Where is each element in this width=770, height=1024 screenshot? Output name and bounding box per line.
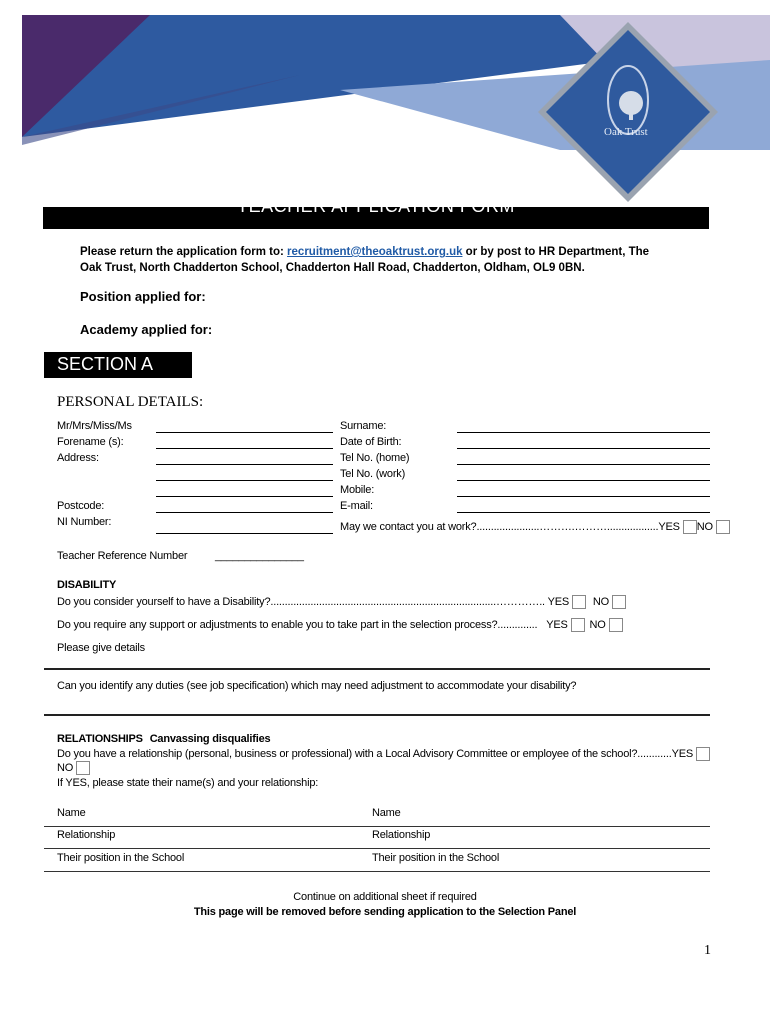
email-link[interactable]: recruitment@theoaktrust.org.uk: [287, 246, 463, 258]
field-tel-work-label: Tel No. (work): [340, 468, 406, 480]
surname-input-line[interactable]: [457, 432, 710, 433]
forename-input-line[interactable]: [156, 448, 333, 449]
field-surname-label: Surname:: [340, 420, 387, 432]
ni-input-line[interactable]: [156, 533, 333, 534]
rel-row-line-1: [44, 826, 710, 827]
contact-no-label: NO: [696, 520, 713, 533]
relationships-no-checkbox[interactable]: [76, 761, 90, 775]
rel-relationship-1-label: Relationship: [57, 829, 116, 841]
email-input-line[interactable]: [457, 512, 710, 513]
logo-text: Oak Trust: [604, 126, 648, 138]
disability-q1: Do you consider yourself to have a Disability?...............................................................................………….. YES: [57, 595, 569, 608]
mobile-input-line[interactable]: [457, 496, 710, 497]
disability-q2-no-checkbox[interactable]: [609, 618, 623, 632]
rel-name-1-label: Name: [57, 807, 86, 819]
address-input-line-3[interactable]: [156, 496, 333, 497]
disability-duties-question: Can you identify any duties (see job specification) which may need adjustment to accommodate your disability?: [57, 680, 577, 692]
disability-heading: DISABILITY: [57, 579, 117, 591]
disability-q2: Do you require any support or adjustments to enable you to take part in the selection process?..............: [57, 618, 538, 631]
disability-q1-no-checkbox[interactable]: [612, 595, 626, 609]
address-input-line-2[interactable]: [156, 480, 333, 481]
dob-input-line[interactable]: [457, 448, 710, 449]
continue-note: Continue on additional sheet if required: [293, 891, 477, 903]
contact-at-work-row: [340, 520, 730, 534]
page-number: 1: [704, 943, 711, 958]
disability-q2-yes-checkbox[interactable]: [571, 618, 585, 632]
position-label: Position applied for:: [80, 289, 206, 304]
disability-q2-row: [57, 618, 623, 632]
relationships-heading: RELATIONSHIPS Canvassing disqualifies: [57, 733, 271, 745]
postcode-input-line[interactable]: [156, 512, 333, 513]
intro-text: Please return the application form to: recruitment@theoaktrust.org.uk or by post to HR Department, The Oak Trust, North Chadderton School, Chadderton Hall Road, Chadderton, Oldham, OL9 0BN.: [80, 246, 650, 274]
contact-yes-checkbox[interactable]: [683, 520, 697, 534]
relationships-no-label: NO: [57, 761, 74, 774]
relationships-if-yes: If YES, please state their name(s) and your relationship:: [57, 777, 319, 789]
field-postcode-label: Postcode:: [57, 500, 105, 512]
field-title-label: Mr/Mrs/Miss/Ms: [57, 420, 132, 432]
banner-title: TEACHER APPLICATION FORM: [237, 196, 515, 216]
field-tel-home-label: Tel No. (home): [340, 452, 410, 464]
title-banner: [43, 196, 709, 229]
contact-at-work-question: May we contact you at work?......................……….………..................YES: [340, 520, 680, 533]
rel-row-line-2: [44, 848, 710, 849]
section-a-banner: [44, 352, 192, 378]
disability-details-line[interactable]: [44, 668, 710, 670]
field-address-label: Address:: [57, 452, 99, 464]
relationships-question: Do you have a relationship (personal, business or professional) with a Local Advisory Committee or employee of the school?............YES: [57, 747, 693, 760]
personal-details-heading: PERSONAL DETAILS:: [57, 394, 204, 410]
tel-home-input-line[interactable]: [457, 464, 710, 465]
rel-name-2-label: Name: [372, 807, 401, 819]
disability-q2-yes-label: YES: [546, 618, 568, 631]
section-a-title: SECTION A: [57, 354, 154, 374]
rel-row-line-3: [44, 871, 710, 872]
relationships-question-row: [57, 747, 710, 761]
disability-duties-line[interactable]: [44, 714, 710, 716]
contact-no-checkbox[interactable]: [716, 520, 730, 534]
tel-work-input-line[interactable]: [457, 480, 710, 481]
rel-position-2-label: Their position in the School: [372, 852, 500, 864]
relationships-yes-checkbox[interactable]: [696, 747, 710, 761]
removal-note: This page will be removed before sending application to the Selection Panel: [193, 906, 577, 918]
disability-details-label: Please give details: [57, 642, 145, 654]
header-graphic: [0, 0, 770, 215]
field-ni-label: NI Number:: [57, 516, 112, 528]
field-forename-label: Forename (s):: [57, 436, 124, 448]
disability-q1-row: [57, 595, 626, 609]
teacher-ref-blank[interactable]: _______________: [215, 550, 304, 562]
disability-q1-yes-checkbox[interactable]: [572, 595, 586, 609]
teacher-ref-label: Teacher Reference Number: [57, 550, 188, 562]
rel-relationship-2-label: Relationship: [372, 829, 431, 841]
address-input-line-1[interactable]: [156, 464, 333, 465]
title-input-line[interactable]: [156, 432, 333, 433]
field-email-label: E-mail:: [340, 500, 373, 512]
disability-q2-no-label: NO: [589, 618, 606, 631]
academy-label: Academy applied for:: [80, 322, 213, 337]
relationships-no-row: [57, 761, 90, 775]
field-dob-label: Date of Birth:: [340, 436, 402, 448]
rel-position-1-label: Their position in the School: [57, 852, 185, 864]
field-mobile-label: Mobile:: [340, 484, 375, 496]
disability-q1-no-label: NO: [592, 595, 609, 608]
